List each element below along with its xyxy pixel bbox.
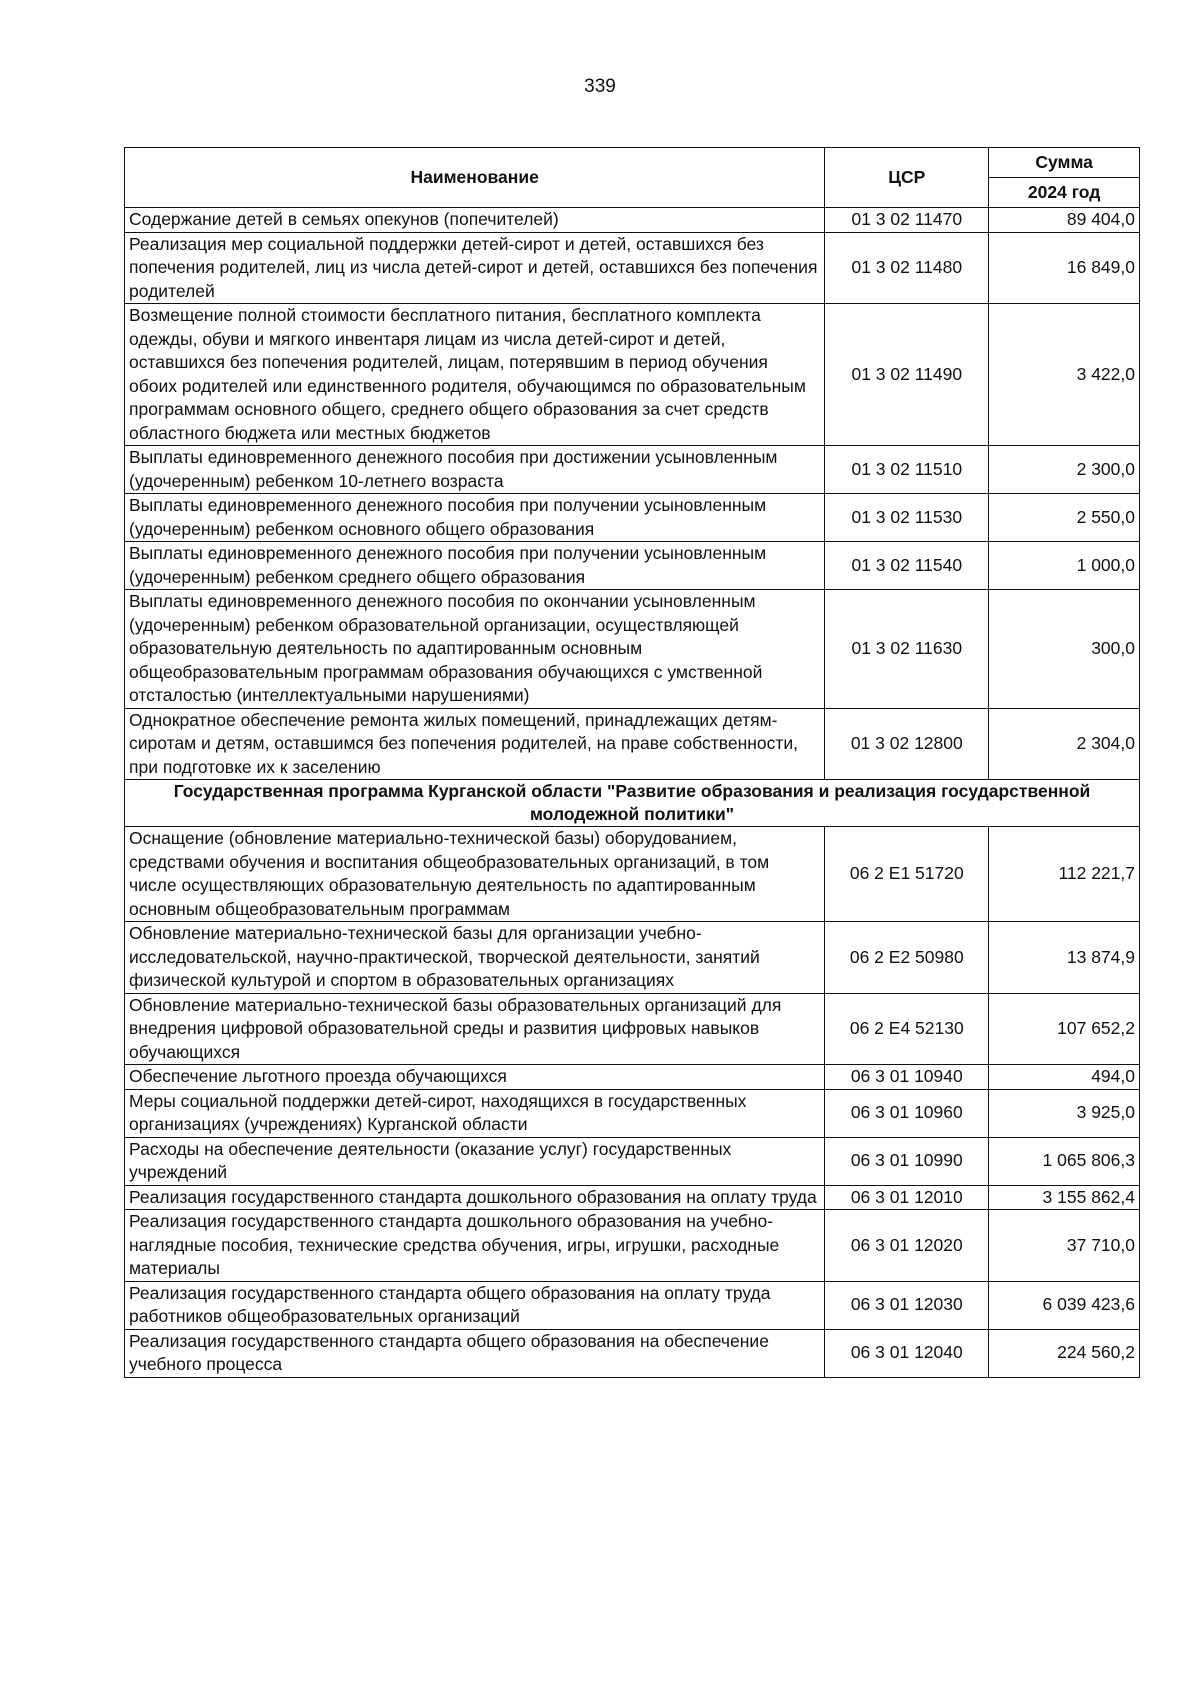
row-sum: 1 065 806,3 (989, 1137, 1140, 1185)
row-sum: 300,0 (989, 590, 1140, 709)
row-sum: 494,0 (989, 1065, 1140, 1090)
row-code: 01 3 02 11470 (825, 208, 989, 233)
row-code: 01 3 02 11530 (825, 494, 989, 542)
table-row (125, 494, 1140, 542)
row-sum: 3 422,0 (989, 304, 1140, 446)
row-name: Содержание детей в семьях опекунов (попечителей) (125, 208, 825, 233)
row-name: Реализация государственного стандарта общего образования на обеспечение учебного процесса (125, 1329, 825, 1377)
row-name: Реализация государственного стандарта общего образования на оплату труда работников общеобразовательных организаций (125, 1281, 825, 1329)
table-row (125, 922, 1140, 994)
row-code: 06 3 01 10960 (825, 1089, 989, 1137)
row-code: 06 3 01 12040 (825, 1329, 989, 1377)
table-row (125, 1185, 1140, 1210)
table-row (125, 708, 1140, 780)
header-name: Наименование (125, 148, 825, 208)
table-row (125, 993, 1140, 1065)
row-code: 06 2 E1 51720 (825, 827, 989, 922)
row-name: Выплаты единовременного денежного пособия при получении усыновленным (удочеренным) ребенком среднего общего образования (125, 542, 825, 590)
row-sum: 2 300,0 (989, 446, 1140, 494)
table-row (125, 542, 1140, 590)
table-row (125, 304, 1140, 446)
section-row (125, 780, 1140, 827)
row-name: Выплаты единовременного денежного пособия при получении усыновленным (удочеренным) ребенком основного общего образования (125, 494, 825, 542)
section-title: Государственная программа Курганской области "Развитие образования и реализация государственной молодежной политики" (125, 780, 1140, 827)
row-name: Реализация государственного стандарта дошкольного образования на оплату труда (125, 1185, 825, 1210)
row-code: 01 3 02 11540 (825, 542, 989, 590)
row-sum: 13 874,9 (989, 922, 1140, 994)
table-row (125, 1065, 1140, 1090)
row-name: Реализация государственного стандарта дошкольного образования на учебно-наглядные пособия, технические средства обучения, игры, игрушки, расходные материалы (125, 1210, 825, 1282)
row-name: Меры социальной поддержки детей-сирот, находящихся в государственных организациях (учреждениях) Курганской области (125, 1089, 825, 1137)
table-row (125, 208, 1140, 233)
row-code: 06 3 01 10990 (825, 1137, 989, 1185)
row-code: 06 3 01 10940 (825, 1065, 989, 1090)
table-row (125, 827, 1140, 922)
table-row (125, 1281, 1140, 1329)
row-name: Выплаты единовременного денежного пособия при достижении усыновленным (удочеренным) ребенком 10-летнего возраста (125, 446, 825, 494)
row-sum: 3 155 862,4 (989, 1185, 1140, 1210)
row-name: Выплаты единовременного денежного пособия по окончании усыновленным (удочеренным) ребенком образовательной организации, осуществляющей образовательную деятельность по адаптированным основным общеобразовательным программам образования обучающихся с умственной отсталостью (интеллектуальными нарушениями) (125, 590, 825, 709)
row-name: Реализация мер социальной поддержки детей-сирот и детей, оставшихся без попечения родителей, лиц из числа детей-сирот и детей, оставшихся без попечения родителей (125, 232, 825, 304)
table-row (125, 1089, 1140, 1137)
table-row (125, 1329, 1140, 1377)
table-row (125, 590, 1140, 709)
row-name: Обеспечение льготного проезда обучающихся (125, 1065, 825, 1090)
row-sum: 37 710,0 (989, 1210, 1140, 1282)
budget-table (124, 147, 1140, 1378)
row-code: 06 3 01 12020 (825, 1210, 989, 1282)
row-sum: 2 550,0 (989, 494, 1140, 542)
table-row (125, 1210, 1140, 1282)
row-code: 06 3 01 12030 (825, 1281, 989, 1329)
row-sum: 6 039 423,6 (989, 1281, 1140, 1329)
header-sum: Сумма (989, 148, 1140, 178)
row-code: 06 2 E2 50980 (825, 922, 989, 994)
row-sum: 2 304,0 (989, 708, 1140, 780)
row-name: Обновление материально-технической базы для организации учебно-исследовательской, научно-практической, творческой деятельности, занятий физической культурой и спортом в образовательных организациях (125, 922, 825, 994)
table-body (125, 208, 1140, 1378)
row-code: 06 2 E4 52130 (825, 993, 989, 1065)
row-code: 06 3 01 12010 (825, 1185, 989, 1210)
row-sum: 89 404,0 (989, 208, 1140, 233)
row-code: 01 3 02 12800 (825, 708, 989, 780)
row-name: Однократное обеспечение ремонта жилых помещений, принадлежащих детям-сиротам и детям, оставшимся без попечения родителей, на праве собственности, при подготовке их к заселению (125, 708, 825, 780)
row-code: 01 3 02 11510 (825, 446, 989, 494)
row-sum: 107 652,2 (989, 993, 1140, 1065)
row-code: 01 3 02 11490 (825, 304, 989, 446)
row-code: 01 3 02 11480 (825, 232, 989, 304)
row-sum: 1 000,0 (989, 542, 1140, 590)
row-sum: 16 849,0 (989, 232, 1140, 304)
row-name: Обновление материально-технической базы образовательных организаций для внедрения цифровой образовательной среды и развития цифровых навыков обучающихся (125, 993, 825, 1065)
table-row (125, 1137, 1140, 1185)
header-code: ЦСР (825, 148, 989, 208)
table-row (125, 446, 1140, 494)
row-sum: 112 221,7 (989, 827, 1140, 922)
table-row (125, 232, 1140, 304)
row-code: 01 3 02 11630 (825, 590, 989, 709)
row-sum: 3 925,0 (989, 1089, 1140, 1137)
row-sum: 224 560,2 (989, 1329, 1140, 1377)
row-name: Расходы на обеспечение деятельности (оказание услуг) государственных учреждений (125, 1137, 825, 1185)
header-year: 2024 год (989, 178, 1140, 208)
page-number: 339 (584, 76, 616, 97)
row-name: Возмещение полной стоимости бесплатного питания, бесплатного комплекта одежды, обуви и мягкого инвентаря лицам из числа детей-сирот и детей, оставшихся без попечения родителей, лицам, потерявшим в период обучения обоих родителей или единственного родителя, обучающимся по образовательным программам основного общего, среднего общего образования за счет средств областного бюджета или местных бюджетов (125, 304, 825, 446)
row-name: Оснащение (обновление материально-технической базы) оборудованием, средствами обучения и воспитания общеобразовательных организаций, в том числе осуществляющих образовательную деятельность по адаптированным основным общеобразовательным программам (125, 827, 825, 922)
